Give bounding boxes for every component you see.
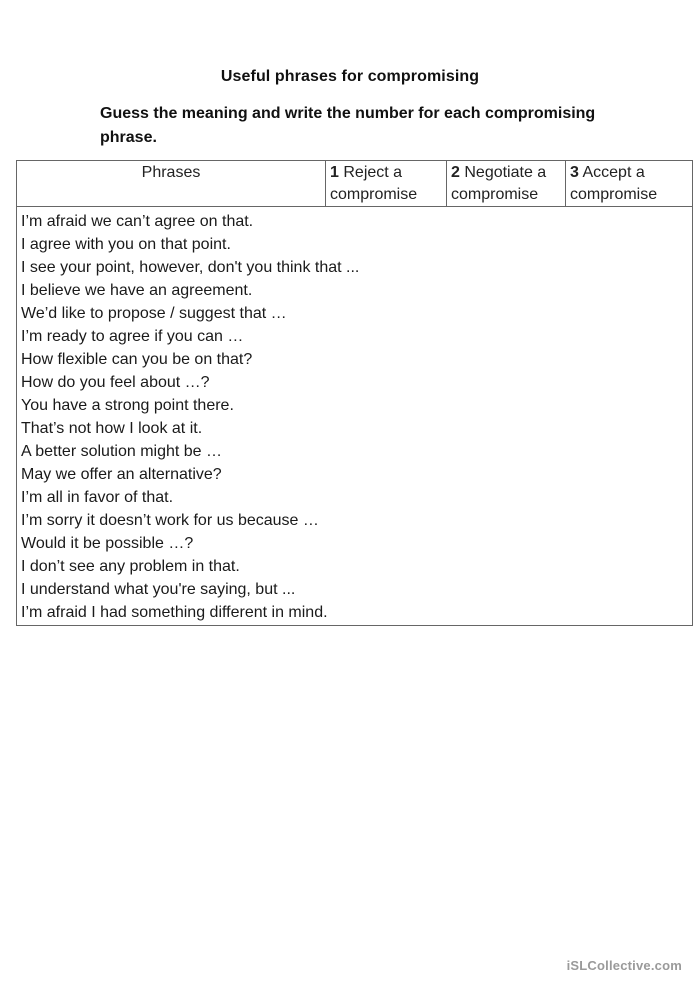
phrase-row: We’d like to propose / suggest that … <box>21 305 287 322</box>
phrase-row: I don’t see any problem in that. <box>21 558 240 575</box>
header-negotiate-number: 2 <box>451 164 460 181</box>
phrase-row: That’s not how I look at it. <box>21 420 203 437</box>
phrase-row: A better solution might be … <box>21 443 222 460</box>
phrase-row: I’m all in favor of that. <box>21 489 174 506</box>
table-header-row <box>17 161 692 207</box>
phrase-row: May we offer an alternative? <box>21 466 222 483</box>
phrase-row: Would it be possible …? <box>21 535 194 552</box>
header-reject-number: 1 <box>330 164 339 181</box>
header-accept <box>566 161 690 206</box>
header-accept-label: Accept a compromise <box>570 164 658 203</box>
phrase-row: I’m sorry it doesn’t work for us because … <box>21 512 319 529</box>
phrases-table <box>16 160 693 626</box>
phrase-row: I understand what you're saying, but ... <box>21 581 296 598</box>
phrase-row: I believe we have an agreement. <box>21 282 253 299</box>
phrase-row: I see your point, however, don't you think that ... <box>21 259 360 276</box>
table-body <box>17 207 692 625</box>
header-reject <box>326 161 447 206</box>
instruction-text: Guess the meaning and write the number for each compromising phrase. <box>100 105 596 146</box>
worksheet-title: Useful phrases for compromising <box>220 68 480 85</box>
phrase-row: I’m afraid I had something different in mind. <box>21 604 328 621</box>
site-watermark: iSLCollective.com <box>566 958 682 973</box>
header-phrases: Phrases <box>17 161 326 206</box>
phrase-row: I agree with you on that point. <box>21 236 231 253</box>
header-reject-label: Reject a compromise <box>330 164 418 203</box>
phrase-row: How do you feel about …? <box>21 374 210 391</box>
phrase-row: You have a strong point there. <box>21 397 234 414</box>
phrase-row: I’m afraid we can’t agree on that. <box>21 213 254 230</box>
phrase-row: I’m ready to agree if you can … <box>21 328 244 345</box>
header-negotiate-label: Negotiate a compromise <box>451 164 547 203</box>
phrase-row: How flexible can you be on that? <box>21 351 253 368</box>
header-accept-number: 3 <box>570 164 579 181</box>
header-negotiate <box>447 161 566 206</box>
